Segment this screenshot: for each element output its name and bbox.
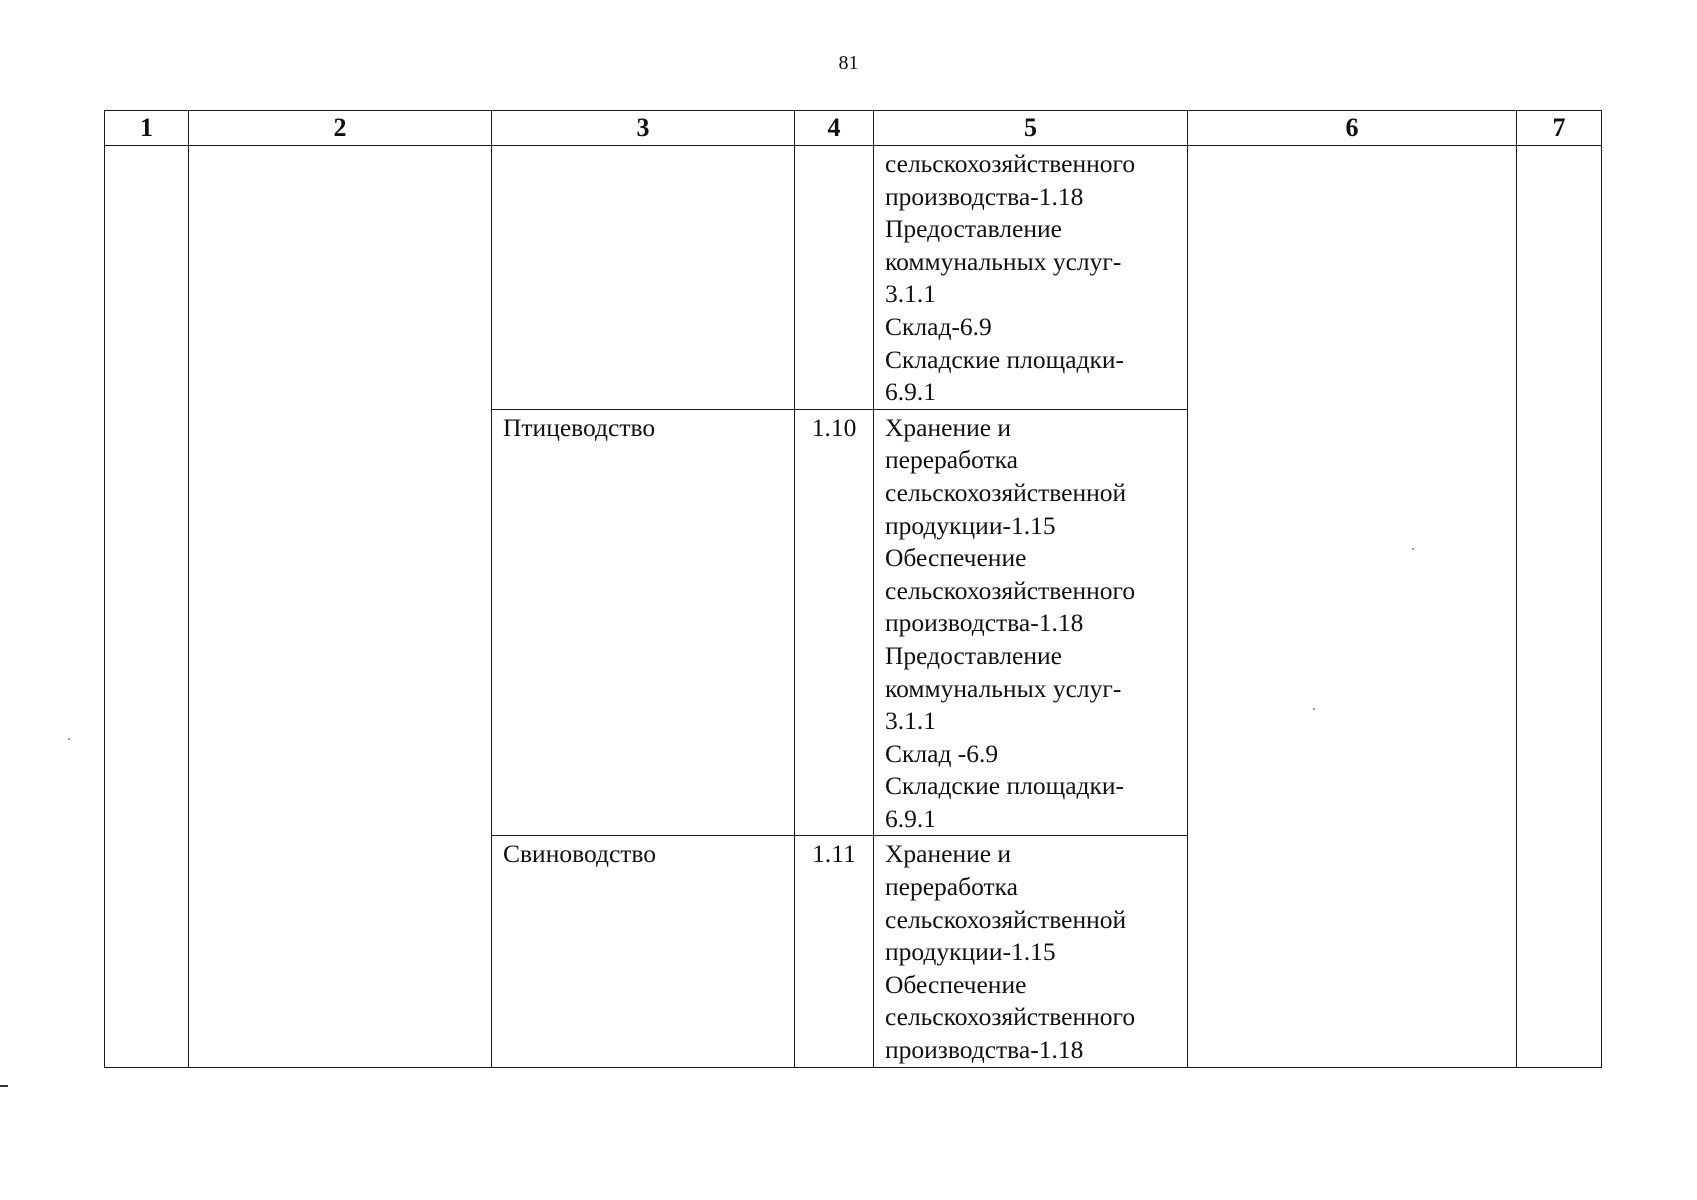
column-header-3: 3: [492, 111, 795, 146]
cell-use-name: [492, 146, 795, 410]
scan-speck: [1313, 708, 1315, 710]
cell-use-code: [795, 836, 874, 1067]
margin-mark: [0, 1085, 8, 1087]
use-name: [492, 146, 794, 148]
use-code: [795, 146, 873, 148]
column-header-7: 7: [1517, 111, 1602, 146]
use-code: 1.11: [812, 839, 856, 869]
cell-permitted-uses: [874, 409, 1188, 836]
cell-col1: [105, 146, 189, 1068]
permitted-uses-list: [874, 410, 1187, 836]
use-line: Склад-6.9: [885, 311, 992, 341]
use-line: производства-1.18: [885, 608, 1084, 638]
table-row: [105, 146, 1602, 410]
column-header-4: 4: [795, 111, 874, 146]
permitted-uses-list: [874, 836, 1187, 1066]
use-line: Хранение и: [885, 412, 1012, 442]
use-line: Склад -6.9: [885, 738, 999, 768]
use-line: коммунальных услуг-: [885, 673, 1122, 703]
table-header-row: [105, 111, 1602, 146]
use-line: продукции-1.15: [885, 937, 1056, 967]
cell-col6: [1188, 146, 1517, 1068]
cell-use-name: [492, 836, 795, 1067]
use-name: Свиноводство: [503, 839, 657, 869]
cell-use-name: [492, 409, 795, 836]
use-line: сельскохозяйственного: [885, 1002, 1136, 1032]
use-line: переработка: [885, 872, 1018, 902]
column-header-6: 6: [1188, 111, 1517, 146]
use-code: 1.10: [811, 412, 857, 442]
permitted-uses-list: [874, 146, 1187, 409]
column-header-2: 2: [189, 111, 492, 146]
page-number: 81: [838, 52, 859, 74]
use-line: Складские площадки-: [885, 771, 1125, 801]
use-line: сельскохозяйственного: [885, 575, 1136, 605]
use-line: производства-1.18: [885, 181, 1084, 211]
use-line: сельскохозяйственной: [885, 477, 1127, 507]
cell-col2: [189, 146, 492, 1068]
use-line: 6.9.1: [885, 377, 936, 407]
use-line: Обеспечение: [885, 969, 1027, 999]
use-line: сельскохозяйственной: [885, 904, 1127, 934]
use-line: 6.9.1: [885, 803, 936, 833]
scan-speck: [68, 738, 70, 740]
column-header-1: 1: [105, 111, 189, 146]
land-use-table: [104, 110, 1602, 1068]
use-line: Предоставление: [885, 214, 1062, 244]
cell-use-code: [795, 409, 874, 836]
use-line: 3.1.1: [885, 706, 936, 736]
use-line: коммунальных услуг-: [885, 246, 1122, 276]
cell-permitted-uses: [874, 836, 1188, 1067]
use-name: Птицеводство: [503, 412, 656, 442]
cell-permitted-uses: [874, 146, 1188, 410]
cell-use-code: [795, 146, 874, 410]
use-line: Обеспечение: [885, 543, 1027, 573]
use-line: Складские площадки-: [885, 344, 1125, 374]
use-line: 3.1.1: [885, 279, 936, 309]
scan-speck: [1412, 548, 1414, 550]
use-line: сельскохозяйственного: [885, 149, 1136, 178]
use-line: Предоставление: [885, 640, 1062, 670]
use-line: продукции-1.15: [885, 510, 1056, 540]
column-header-5: 5: [874, 111, 1188, 146]
use-line: переработка: [885, 445, 1018, 475]
use-line: Хранение и: [885, 839, 1012, 869]
cell-col7: [1517, 146, 1602, 1068]
use-line: производства-1.18: [885, 1035, 1084, 1065]
